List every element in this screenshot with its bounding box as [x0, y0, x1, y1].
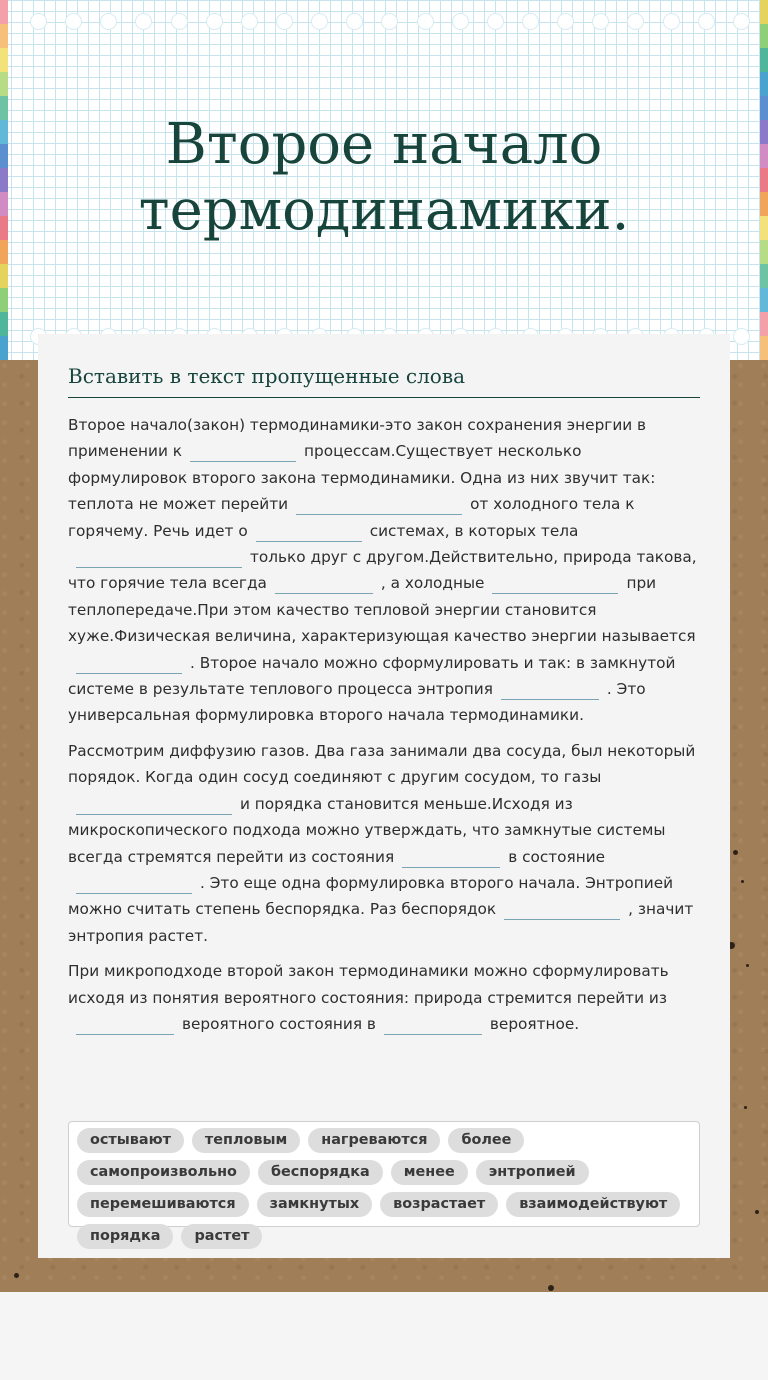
blank-drop-target[interactable]	[384, 1016, 482, 1035]
blank-drop-target[interactable]	[190, 443, 296, 462]
word-chip[interactable]: порядка	[77, 1224, 173, 1249]
paper-holes-top	[30, 13, 750, 31]
exercise-card	[38, 334, 730, 1258]
blank-drop-target[interactable]	[296, 496, 462, 515]
text-segment: . Второе начало можно сформулировать и так: в замкнутой системе в результате теплового процесса энтропия	[68, 653, 676, 699]
text-segment: Второе начало(закон) термодинамики-это закон сохранения энергии в применении к	[68, 416, 647, 461]
text-segment: только друг с другом.Действительно, природа такова, что горячие тела всегда	[68, 548, 697, 593]
text-segment: в состояние	[508, 847, 606, 866]
blank-drop-target[interactable]	[76, 875, 192, 894]
paragraph-1	[68, 412, 702, 729]
text-segment: вероятное.	[489, 1014, 580, 1033]
text-segment: и порядка становится меньше.Исходя из микроскопического подхода можно утверждать, что замкнутые системы всегда стремятся перейти из состояния	[68, 794, 666, 866]
text-segment: . Это универсальная формулировка второго начала термодинамики.	[68, 680, 646, 725]
text-segment: от холодного тела к горячему. Речь идет о	[68, 495, 635, 540]
text-segment: . Это еще одна формулировка второго начала. Энтропией можно считать степень беспорядка. Раз беспорядок	[68, 873, 674, 919]
word-chip[interactable]: более	[448, 1128, 524, 1153]
blank-drop-target[interactable]	[76, 1016, 174, 1035]
section-title: Вставить в текст пропущенные слова	[68, 364, 700, 398]
blank-drop-target[interactable]	[76, 655, 182, 674]
text-segment: системах, в которых тела	[369, 521, 579, 540]
blank-drop-target[interactable]	[492, 575, 618, 594]
word-chip[interactable]: замкнутых	[257, 1192, 373, 1217]
word-chip[interactable]: остывают	[77, 1128, 184, 1153]
blank-drop-target[interactable]	[256, 523, 362, 542]
text-segment: , а холодные	[380, 574, 485, 593]
word-chip[interactable]: самопроизвольно	[77, 1160, 250, 1185]
fill-in-text	[68, 412, 702, 1046]
paragraph-2	[68, 738, 702, 949]
word-chip[interactable]: перемешиваются	[77, 1192, 249, 1217]
word-chip[interactable]: растет	[181, 1224, 262, 1249]
word-chip[interactable]: возрастает	[380, 1192, 498, 1217]
header	[0, 0, 768, 360]
word-chip[interactable]: нагреваются	[308, 1128, 440, 1153]
text-segment: , значит энтропия растет.	[68, 900, 694, 945]
paragraph-3	[68, 958, 702, 1037]
word-chip[interactable]: энтропией	[476, 1160, 589, 1185]
word-chip[interactable]: тепловым	[192, 1128, 300, 1153]
text-segment: при теплопередаче.При этом качество тепловой энергии становится хуже.Физическая величина, характеризующая качество энергии называется	[68, 574, 696, 646]
text-segment: процессам.Существует несколько формулировок второго закона термодинамики. Одна из них звучит так: теплота не может перейти	[68, 442, 656, 514]
word-bank-chips	[77, 1128, 691, 1249]
blank-drop-target[interactable]	[504, 901, 620, 920]
word-chip[interactable]: беспорядка	[258, 1160, 383, 1185]
word-chip[interactable]: взаимодействуют	[506, 1192, 680, 1217]
page-title: Второе начало термодинамики.	[138, 112, 630, 243]
blank-drop-target[interactable]	[402, 849, 500, 868]
word-chip[interactable]: менее	[391, 1160, 468, 1185]
blank-drop-target[interactable]	[76, 796, 232, 815]
blank-drop-target[interactable]	[501, 681, 599, 700]
text-segment: При микроподходе второй закон термодинамики можно сформулировать исходя из понятия вероятного состояния: природа стремится перейти из	[68, 962, 669, 1007]
text-segment: вероятного состояния в	[182, 1014, 376, 1033]
word-bank	[68, 1121, 700, 1244]
blank-drop-target[interactable]	[275, 575, 373, 594]
blank-drop-target[interactable]	[76, 549, 242, 568]
text-segment: Рассмотрим диффузию газов. Два газа занимали два сосуда, был некоторый порядок. Когда один сосуд соединяют с другим сосудом, то газы	[68, 741, 696, 787]
